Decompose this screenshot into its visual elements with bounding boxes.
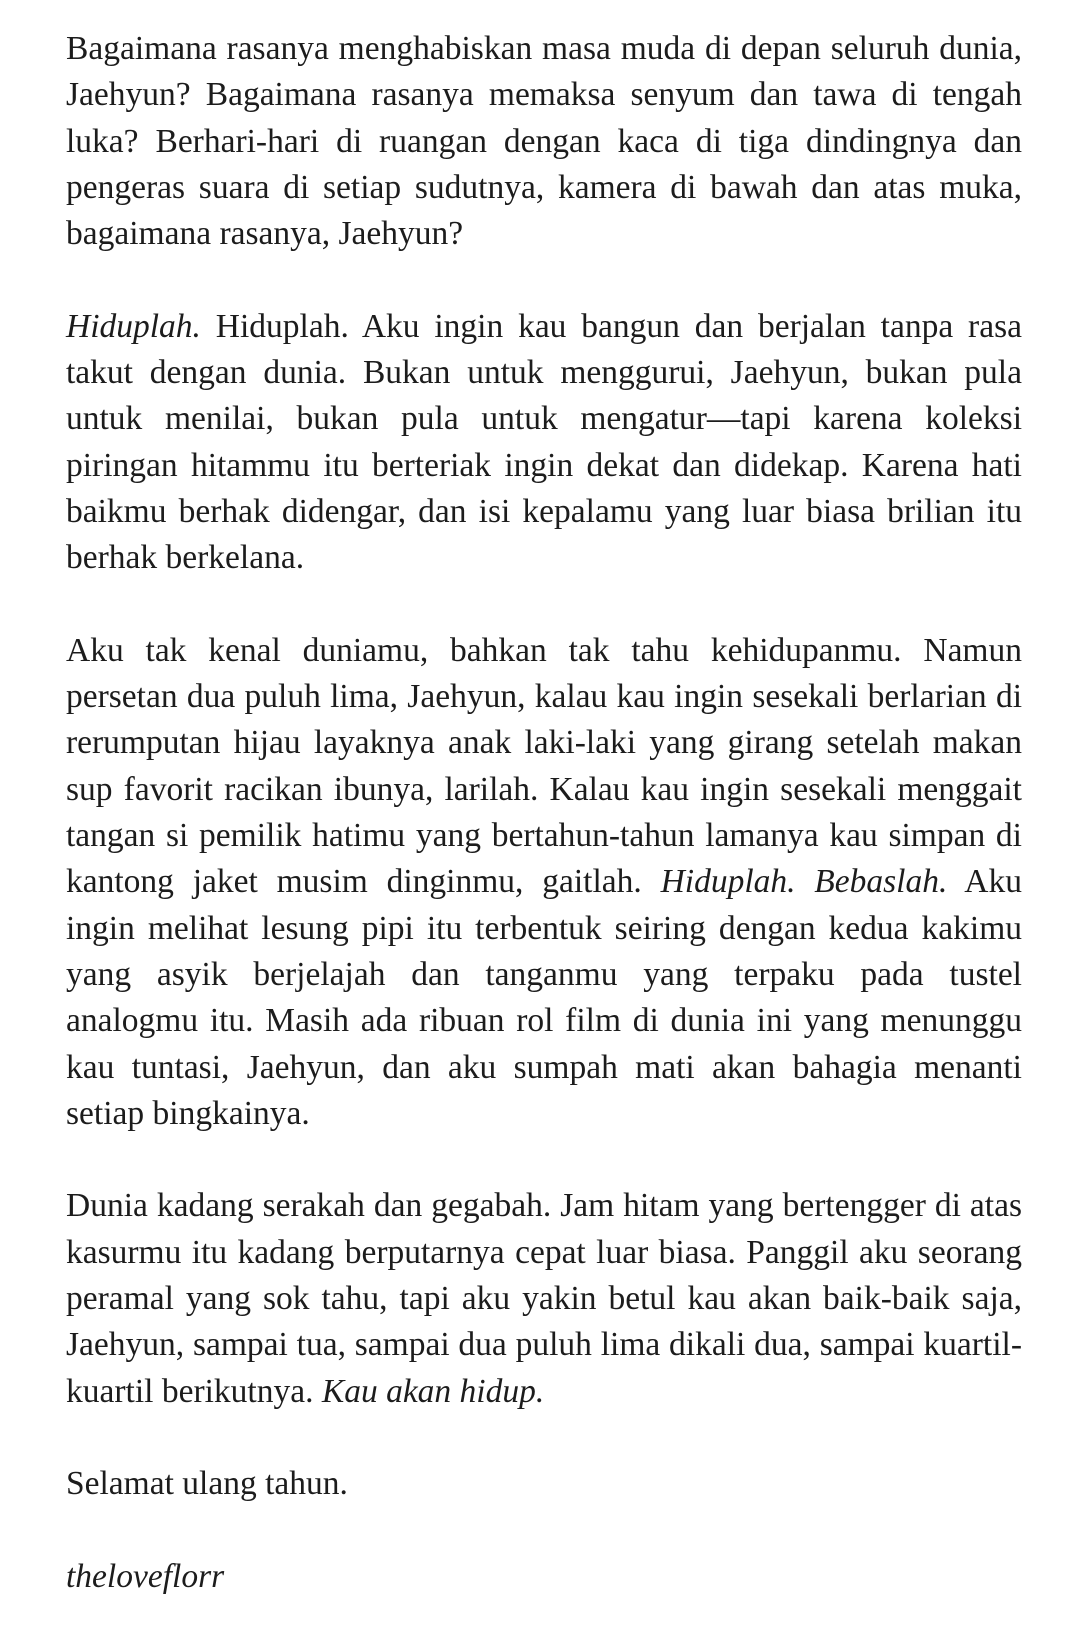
paragraph-4	[66, 1183, 1022, 1414]
paragraph-1-text: Bagaimana rasanya menghabiskan masa muda di depan seluruh dunia, Jaehyun? Bagaimana rasanya memaksa senyum dan tawa di tengah luka? Berhari-hari di ruangan dengan kaca di tiga dindingnya dan pengeras suara di setiap sudutnya, kamera di bawah dan atas muka, bagaimana rasanya, Jaehyun?	[66, 30, 1022, 253]
birthday-greeting	[66, 1461, 1022, 1507]
birthday-greeting-text: Selamat ulang tahun.	[66, 1465, 348, 1503]
paragraph-4-italic: Kau akan hidup.	[321, 1372, 545, 1410]
paragraph-2-text: Hiduplah. Aku ingin kau bangun dan berjalan tanpa rasa takut dengan dunia. Bukan untuk menggurui, Jaehyun, bukan pula untuk menilai, bukan pula untuk mengatur—tapi karena koleksi piringan hitammu itu berteriak ingin dekat dan didekap. Karena hati baikmu berhak didengar, dan isi kepalamu yang luar biasa brilian itu berhak berkelana.	[66, 307, 1022, 577]
paragraph-3-italic: Hiduplah. Bebaslah.	[660, 863, 948, 901]
paragraph-3-text-b: Aku ingin melihat lesung pipi itu terbentuk seiring dengan kedua kakimu yang asyik berjelajah dan tanganmu yang terpaku pada tustel analogmu itu. Masih ada ribuan rol film di dunia ini yang menunggu kau tuntasi, Jaehyun, dan aku sumpah mati akan bahagia menanti setiap bingkainya.	[66, 863, 1022, 1132]
signature-text: theloveflorr	[66, 1557, 225, 1595]
paragraph-2-italic: Hiduplah.	[66, 307, 201, 345]
paragraph-2	[66, 304, 1022, 582]
paragraph-3-text-a: Aku tak kenal duniamu, bahkan tak tahu kehidupanmu. Namun persetan dua puluh lima, Jaehyun, kalau kau ingin sesekali berlarian di rerumputan hijau layaknya anak laki-laki yang girang setelah makan sup favorit racikan ibunya, larilah. Kalau kau ingin sesekali menggait tangan si pemilik hatimu yang bertahun-tahun lamanya kau simpan di kantong jaket musim dinginmu, gaitlah.	[66, 631, 1022, 901]
paragraph-1	[66, 26, 1022, 257]
signature	[66, 1554, 1022, 1600]
paragraph-4-text: Dunia kadang serakah dan gegabah. Jam hitam yang bertengger di atas kasurmu itu kadang berputarnya cepat luar biasa. Panggil aku seorang peramal yang sok tahu, tapi aku yakin betul kau akan baik-baik saja, Jaehyun, sampai tua, sampai dua puluh lima dikali dua, sampai kuartil-kuartil berikutnya.	[66, 1187, 1022, 1410]
letter-body	[66, 26, 1022, 1600]
paragraph-3	[66, 628, 1022, 1137]
